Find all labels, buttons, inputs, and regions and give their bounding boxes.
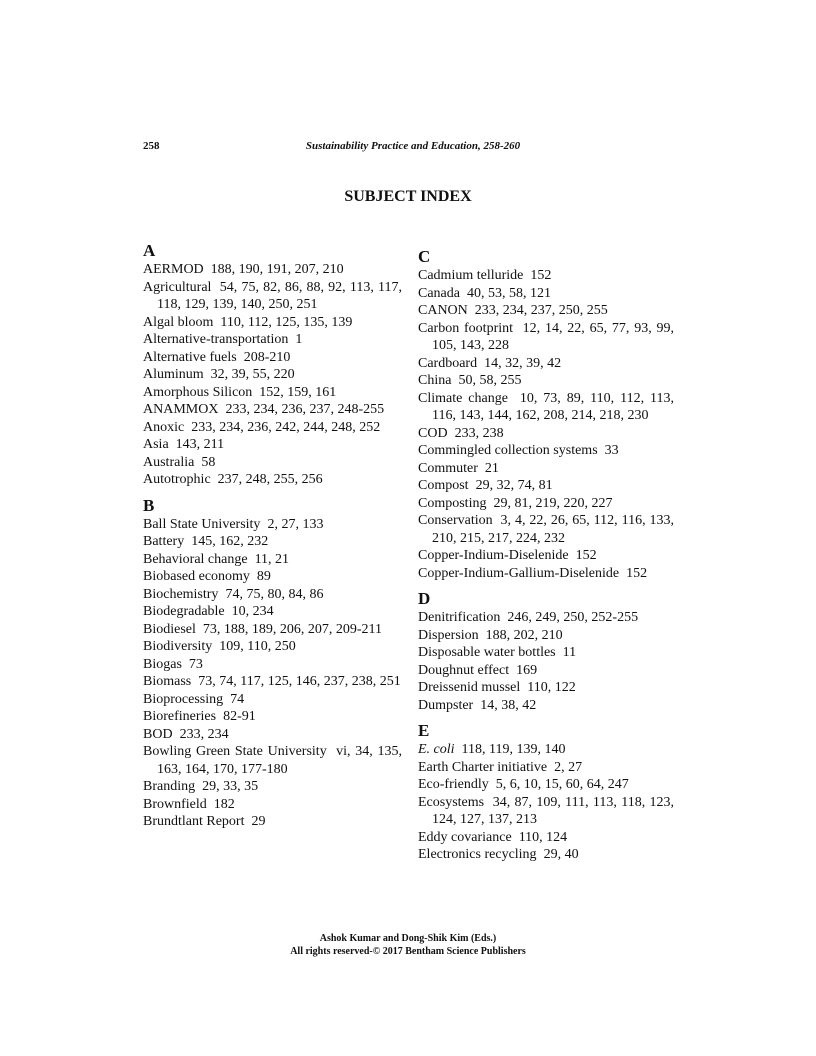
section-letter: E <box>418 721 430 740</box>
index-entry <box>143 436 402 454</box>
index-term: Eddy covariance <box>418 829 512 845</box>
index-pages: 12, 14, 22, 65, 77, 93, 99, 105, 143, 228 <box>432 320 675 353</box>
index-entry <box>143 349 402 367</box>
index-term: Disposable water bottles <box>418 645 556 660</box>
index-term: Denitrification <box>418 610 501 625</box>
index-pages: 32, 39, 55, 220 <box>210 367 295 382</box>
index-pages: 233, 234, 236, 237, 248-255 <box>225 402 385 417</box>
index-entry <box>143 516 402 534</box>
index-entry <box>143 691 402 709</box>
index-term: Conservation <box>418 513 493 528</box>
index-term: E. coli <box>418 742 455 757</box>
index-term: Electronics recycling <box>418 847 537 862</box>
index-pages: 233, 234 <box>179 726 229 742</box>
index-term: Biodiesel <box>143 621 196 637</box>
index-pages: 145, 162, 232 <box>191 534 269 549</box>
index-pages: 3, 4, 22, 26, 65, 112, 116, 133, 210, 215, 217, 224, 232 <box>432 513 675 546</box>
index-term: Asia <box>143 437 169 452</box>
index-term: Dispersion <box>418 627 479 643</box>
index-pages: 109, 110, 250 <box>219 639 296 654</box>
index-entry <box>143 621 402 639</box>
index-term: Dreissenid mussel <box>418 680 521 695</box>
index-entry <box>143 471 402 489</box>
index-entry <box>143 533 402 551</box>
index-entry <box>143 586 402 604</box>
index-pages: 50, 58, 255 <box>458 373 522 388</box>
index-pages: 58 <box>201 454 216 470</box>
index-term: Autotrophic <box>143 472 211 487</box>
index-term: Eco-friendly <box>418 777 489 792</box>
index-entry <box>418 609 674 627</box>
index-pages: 110, 124 <box>518 829 568 845</box>
index-pages: 233, 234, 237, 250, 255 <box>474 303 608 318</box>
index-term: Cardboard <box>418 355 478 371</box>
index-entry <box>143 796 402 814</box>
index-entry <box>143 314 402 332</box>
index-term: Brownfield <box>143 796 207 812</box>
index-term: ANAMMOX <box>143 402 219 417</box>
index-entry <box>418 759 674 777</box>
index-entry <box>418 302 674 320</box>
index-term: Battery <box>143 534 185 549</box>
index-term: Brundtlant Report <box>143 814 245 829</box>
index-term: Agricultural <box>143 279 212 295</box>
index-pages: 74, 75, 80, 84, 86 <box>225 586 324 602</box>
index-entry <box>143 419 402 437</box>
index-pages: 29 <box>251 814 266 829</box>
index-term: CANON <box>418 303 468 318</box>
index-term: Biogas <box>143 656 182 672</box>
index-term: Ecosystems <box>418 794 485 810</box>
index-entry <box>143 603 402 621</box>
index-pages: 40, 53, 58, 121 <box>466 285 551 301</box>
index-pages: 5, 6, 10, 15, 60, 64, 247 <box>495 777 629 792</box>
index-pages: 29, 40 <box>543 847 579 862</box>
index-term: Canada <box>418 285 460 301</box>
index-pages: 110, 122 <box>527 680 576 695</box>
index-entry <box>418 644 674 662</box>
index-pages: 152 <box>626 565 648 581</box>
index-entry <box>143 778 402 796</box>
index-entry <box>143 743 402 778</box>
index-term: Branding <box>143 779 196 794</box>
index-term: Bowling Green State University <box>143 744 327 759</box>
index-column-right <box>418 247 674 864</box>
index-pages: 73, 74, 117, 125, 146, 237, 238, 251 <box>198 674 401 689</box>
index-term: BOD <box>143 726 173 742</box>
index-term: Climate change <box>418 390 508 406</box>
index-entry <box>143 813 402 831</box>
index-term: Algal bloom <box>143 314 214 330</box>
running-title: Sustainability Practice and Education, 258-260 <box>305 140 521 152</box>
index-section-c <box>418 247 674 582</box>
index-pages: 73, 188, 189, 206, 207, 209-211 <box>202 621 383 637</box>
index-pages: 10, 234 <box>231 604 274 619</box>
index-term: Copper-Indium-Diselenide <box>418 548 569 563</box>
index-entry <box>418 267 674 285</box>
index-column-left <box>143 241 402 831</box>
index-pages: 233, 234, 236, 242, 244, 248, 252 <box>191 419 381 435</box>
index-pages: 152 <box>575 548 597 563</box>
index-term: China <box>418 373 452 388</box>
index-entry <box>143 384 402 402</box>
index-entry <box>143 656 402 674</box>
index-term: Biodegradable <box>143 604 225 619</box>
index-term: Biorefineries <box>143 709 217 724</box>
section-letter: B <box>143 495 155 515</box>
index-term: Composting <box>418 495 487 511</box>
index-pages: 34, 87, 109, 111, 113, 118, 123, 124, 127, 137, 213 <box>432 794 675 827</box>
index-pages: 110, 112, 125, 135, 139 <box>220 314 353 330</box>
index-entry <box>418 355 674 373</box>
index-entry <box>418 320 674 355</box>
index-term: Commingled collection systems <box>418 443 598 458</box>
index-pages: 152, 159, 161 <box>259 384 337 400</box>
index-section-e <box>418 721 674 864</box>
index-section-a <box>143 241 402 489</box>
index-term: Alternative-transportation <box>143 332 289 347</box>
index-entry <box>143 673 402 691</box>
index-term: Anoxic <box>143 419 185 435</box>
index-term: Dumpster <box>418 697 474 713</box>
index-entry <box>418 390 674 425</box>
index-pages: 29, 32, 74, 81 <box>475 478 553 493</box>
index-pages: 246, 249, 250, 252-255 <box>507 610 639 625</box>
index-entry <box>143 638 402 656</box>
index-entry <box>143 708 402 726</box>
index-term: Copper-Indium-Gallium-Diselenide <box>418 565 620 581</box>
index-entry <box>143 366 402 384</box>
index-entry <box>418 829 674 847</box>
index-pages: 1 <box>295 332 303 347</box>
index-entry <box>418 846 674 864</box>
index-pages: 21 <box>484 460 499 476</box>
index-pages: 2, 27, 133 <box>267 516 324 532</box>
index-term: Earth Charter initiative <box>418 759 548 775</box>
index-term: Behavioral change <box>143 551 248 567</box>
index-entry <box>418 776 674 794</box>
index-entry <box>143 454 402 472</box>
footer <box>0 933 816 958</box>
index-pages: 208-210 <box>243 349 291 365</box>
index-entry <box>143 261 402 279</box>
index-entry <box>143 551 402 569</box>
index-pages: 11 <box>562 645 577 660</box>
index-term: Commuter <box>418 460 478 476</box>
index-term: Biobased economy <box>143 569 250 584</box>
index-term: Alternative fuels <box>143 349 237 365</box>
index-pages: 143, 211 <box>175 437 225 452</box>
index-pages: 54, 75, 82, 86, 88, 92, 113, 117, 118, 129, 139, 140, 250, 251 <box>157 279 402 312</box>
index-entry <box>418 547 674 565</box>
index-pages: 2, 27 <box>554 759 583 775</box>
index-entry <box>143 279 402 314</box>
section-letter: A <box>143 241 156 260</box>
index-term: Amorphous Silicon <box>143 384 253 400</box>
index-pages: 73 <box>188 656 203 672</box>
index-pages: 188, 202, 210 <box>485 627 563 643</box>
footer-copyright: All rights reserved-© 2017 Bentham Science Publishers <box>290 945 526 957</box>
section-letter: C <box>418 247 431 266</box>
index-section-d <box>418 589 674 714</box>
index-entry <box>418 425 674 443</box>
index-pages: 14, 32, 39, 42 <box>484 355 562 371</box>
index-pages: 29, 33, 35 <box>202 779 259 794</box>
index-pages: 118, 119, 139, 140 <box>461 742 566 757</box>
index-term: Compost <box>418 478 469 493</box>
index-entry <box>418 512 674 547</box>
index-entry <box>418 460 674 478</box>
footer-editors: Ashok Kumar and Dong-Shik Kim (Eds.) <box>319 933 497 944</box>
index-pages: 182 <box>213 796 235 812</box>
index-pages: vi, 34, 135, 163, 164, 170, 177-180 <box>157 744 402 777</box>
index-entry <box>418 372 674 390</box>
index-entry <box>418 697 674 715</box>
index-pages: 74 <box>230 691 245 707</box>
index-entry <box>418 477 674 495</box>
page-number: 258 <box>143 140 160 152</box>
index-entry <box>418 495 674 513</box>
index-term: Biodiversity <box>143 639 213 654</box>
index-term: Bioprocessing <box>143 691 224 707</box>
index-pages: 169 <box>516 662 538 678</box>
index-pages: 29, 81, 219, 220, 227 <box>493 495 613 511</box>
index-entry <box>418 442 674 460</box>
index-entry <box>143 401 402 419</box>
index-term: Carbon footprint <box>418 320 514 336</box>
index-pages: 89 <box>256 569 271 584</box>
index-entry <box>418 741 674 759</box>
index-term: Doughnut effect <box>418 662 510 678</box>
index-section-b <box>143 496 402 831</box>
index-pages: 233, 238 <box>454 425 504 441</box>
index-term: Cadmium telluride <box>418 268 524 283</box>
index-entry <box>418 679 674 697</box>
index-entry <box>418 627 674 645</box>
index-entry <box>418 285 674 303</box>
index-entry <box>418 794 674 829</box>
index-term: Aluminum <box>143 367 204 382</box>
index-pages: 11, 21 <box>254 551 290 567</box>
index-term: Biochemistry <box>143 586 219 602</box>
index-term: Biomass <box>143 674 192 689</box>
index-term: Ball State University <box>143 516 261 532</box>
index-entry <box>418 565 674 583</box>
index-term: COD <box>418 425 448 441</box>
index-pages: 82-91 <box>223 709 256 724</box>
index-pages: 188, 190, 191, 207, 210 <box>210 262 344 277</box>
index-pages: 10, 73, 89, 110, 112, 113, 116, 143, 144, 162, 208, 214, 218, 230 <box>432 390 675 423</box>
index-pages: 237, 248, 255, 256 <box>217 472 323 487</box>
index-term: Australia <box>143 454 195 470</box>
index-entry <box>143 568 402 586</box>
page-title: SUBJECT INDEX <box>344 188 472 205</box>
section-letter: D <box>418 589 431 608</box>
index-pages: 14, 38, 42 <box>480 697 537 713</box>
index-pages: 152 <box>530 268 552 283</box>
index-entry <box>143 726 402 744</box>
index-term: AERMOD <box>143 262 204 277</box>
index-entry <box>143 331 402 349</box>
index-entry <box>418 662 674 680</box>
index-pages: 33 <box>604 443 619 458</box>
